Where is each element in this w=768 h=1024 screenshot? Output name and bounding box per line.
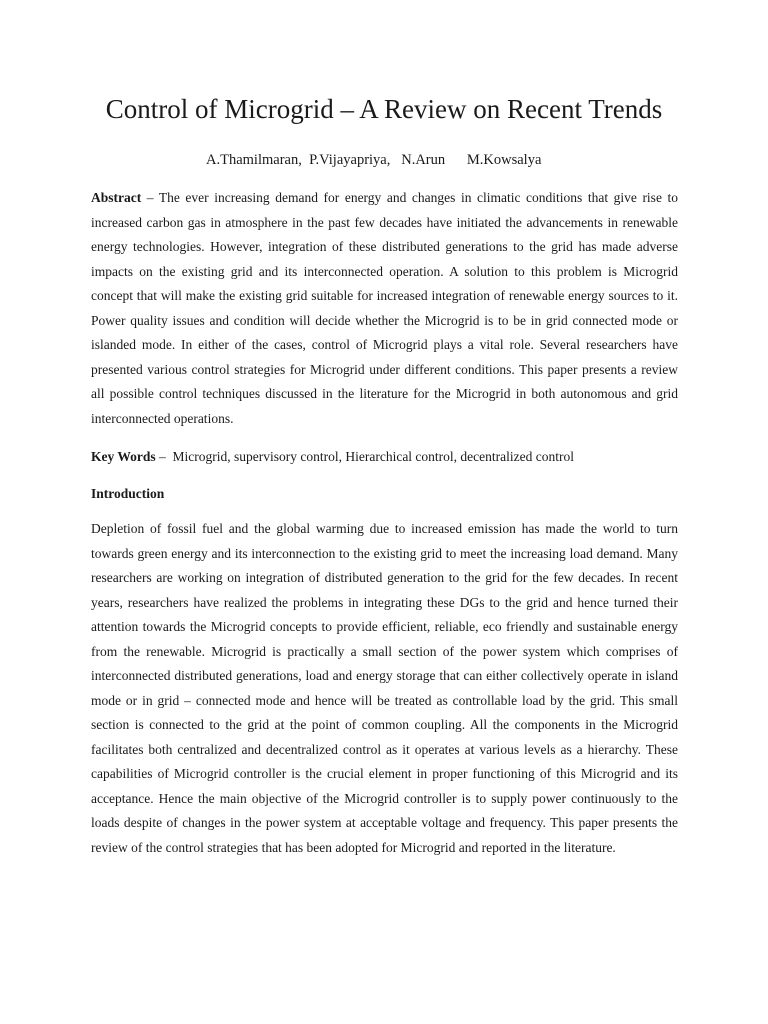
keywords-separator: – bbox=[155, 449, 173, 464]
paper-title: Control of Microgrid – A Review on Recent Trends bbox=[105, 94, 663, 124]
abstract-paragraph bbox=[91, 186, 678, 431]
abstract-label: Abstract bbox=[91, 190, 142, 205]
keywords-paragraph bbox=[91, 445, 678, 470]
introduction-paragraph: Depletion of fossil fuel and the global warming due to increased emission has made the world to turn towards green energy and its interconnection to the existing grid to meet the increasing load demand. Many researchers are working on integration of distributed generation to the grid for the few decades. In recent years, researchers have realized the problems in integrating these DGs to the grid and hence turned their attention towards the Microgrid concepts to provide efficient, reliable, eco friendly and sustainable energy from the renewable. Microgrid is practically a small section of the power system which comprises of interconnected distributed generations, load and energy storage that can either collectively operate in island mode or in grid – connected mode and hence will be treated as controllable load by the grid. This small section is connected to the grid at the point of common coupling. All the components in the Microgrid facilitates both centralized and decentralized control as it operates at various levels as a hierarchy. These capabilities of Microgrid controller is the crucial element in proper functioning of this Microgrid and its acceptance. Hence the main objective of the Microgrid controller is to supply power continuously to the loads despite of changes in the power system at acceptable voltage and frequency. This paper presents the review of the control strategies that has been adopted for Microgrid and reported in the literature. bbox=[91, 521, 678, 855]
abstract-text: The ever increasing demand for energy and changes in climatic conditions that give rise to increased carbon gas in atmosphere in the past few decades have initiated the advancements in renewable energy technologies. However, integration of these distributed generations to the grid has made adverse impacts on the existing grid and its interconnected operation. A solution to this problem is Microgrid concept that will make the existing grid suitable for increased integration of renewable energy sources to it. Power quality issues and condition will decide whether the Microgrid is to be in grid connected mode or islanded mode. In either of the cases, control of Microgrid plays a vital role. Several researchers have presented various control strategies for Microgrid under different conditions. This paper presents a review all possible control techniques discussed in the literature for the Microgrid in both autonomous and grid interconnected operations. bbox=[91, 190, 678, 426]
author-list: A.Thamilmaran, P.Vijayapriya, N.Arun M.Kowsalya bbox=[206, 152, 542, 168]
introduction-heading: Introduction bbox=[91, 486, 165, 501]
abstract-separator: – bbox=[141, 190, 159, 205]
keywords-label: Key Words bbox=[91, 449, 156, 464]
keywords-text: Microgrid, supervisory control, Hierarchical control, decentralized control bbox=[172, 449, 574, 464]
